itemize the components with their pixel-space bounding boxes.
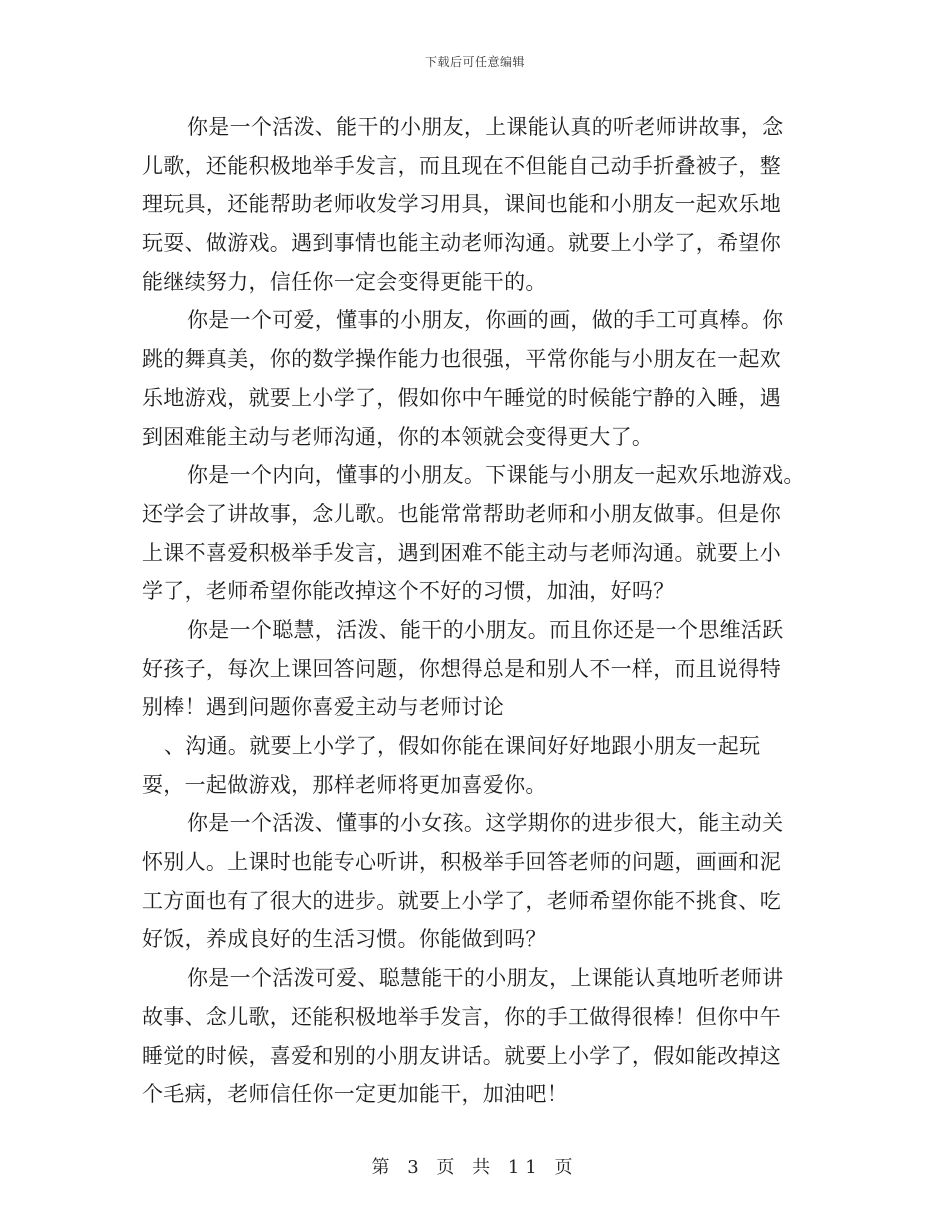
page-number: 第 3 页 共 11 页	[371, 1157, 579, 1178]
body-text	[142, 108, 814, 1114]
paragraph-line: 、沟通。就要上小学了，假如你能在课间好好地跟小朋友一起玩	[164, 734, 761, 758]
paragraph-line: 还学会了讲故事，念儿歌。也能常常帮助老师和小朋友做事。但是你	[142, 501, 781, 526]
paragraph-line: 耍，一起做游戏，那样老师将更加喜爱你。	[142, 772, 547, 797]
paragraph-line: 你是一个内向，懂事的小朋友。下课能与小朋友一起欢乐地游戏。	[187, 463, 805, 488]
paragraph-line: 你是一个活泼、懂事的小女孩。这学期你的进步很大，能主动关	[187, 811, 784, 836]
paragraph-line: 跳的舞真美，你的数学操作能力也很强，平常你能与小朋友在一起欢	[142, 347, 781, 372]
paragraph-line: 你是一个活泼、能干的小朋友，上课能认真的听老师讲故事，念	[187, 115, 784, 139]
paragraph-line: 到困难能主动与老师沟通，你的本领就会变得更大了。	[142, 424, 654, 449]
paragraph-line: 理玩具，还能帮助老师收发学习用具，课间也能和小朋友一起欢乐地	[142, 192, 781, 217]
paragraph-line: 你是一个聪慧，活泼、能干的小朋友。而且你还是一个思维活跃	[187, 617, 784, 642]
page-header: 下载后可任意编辑	[424, 55, 525, 69]
paragraph-line: 睡觉的时候，喜爱和别的小朋友讲话。就要上小学了，假如能改掉这	[142, 1043, 781, 1068]
paragraph-line: 乐地游戏，就要上小学了，假如你中午睡觉的时候能宁静的入睡，遇	[142, 385, 781, 410]
paragraph-line: 你是一个可爱，懂事的小朋友，你画的画，做的手工可真棒。你	[187, 308, 784, 333]
paragraph-line: 儿歌，还能积极地举手发言，而且现在不但能自己动手折叠被子，整	[142, 153, 781, 178]
paragraph-line: 能继续努力，信任你一定会变得更能干的。	[142, 269, 547, 294]
paragraph-line: 你是一个活泼可爱、聪慧能干的小朋友，上课能认真地听老师讲	[187, 966, 784, 991]
paragraph-line: 玩耍、做游戏。遇到事情也能主动老师沟通。就要上小学了，希望你	[142, 231, 781, 256]
paragraph-line: 上课不喜爱积极举手发言，遇到困难不能主动与老师沟通。就要上小	[142, 540, 781, 565]
paragraph-line: 工方面也有了很大的进步。就要上小学了，老师希望你能不挑食、吃	[142, 888, 781, 913]
paragraph-line: 好饭，养成良好的生活习惯。你能做到吗？	[142, 927, 547, 952]
paragraph-line: 怀别人。上课时也能专心听讲，积极举手回答老师的问题，画画和泥	[142, 850, 781, 875]
paragraph-line: 别棒！遇到问题你喜爱主动与老师讨论	[142, 695, 505, 720]
paragraph-line: 故事、念儿歌，还能积极地举手发言，你的手工做得很棒！但你中午	[142, 1004, 781, 1029]
paragraph-line: 个毛病，老师信任你一定更加能干，加油吧！	[142, 1082, 568, 1107]
paragraph-line: 学了，老师希望你能改掉这个不好的习惯，加油，好吗？	[142, 579, 675, 604]
paragraph-line: 好孩子，每次上课回答问题，你想得总是和别人不一样，而且说得特	[142, 656, 781, 681]
